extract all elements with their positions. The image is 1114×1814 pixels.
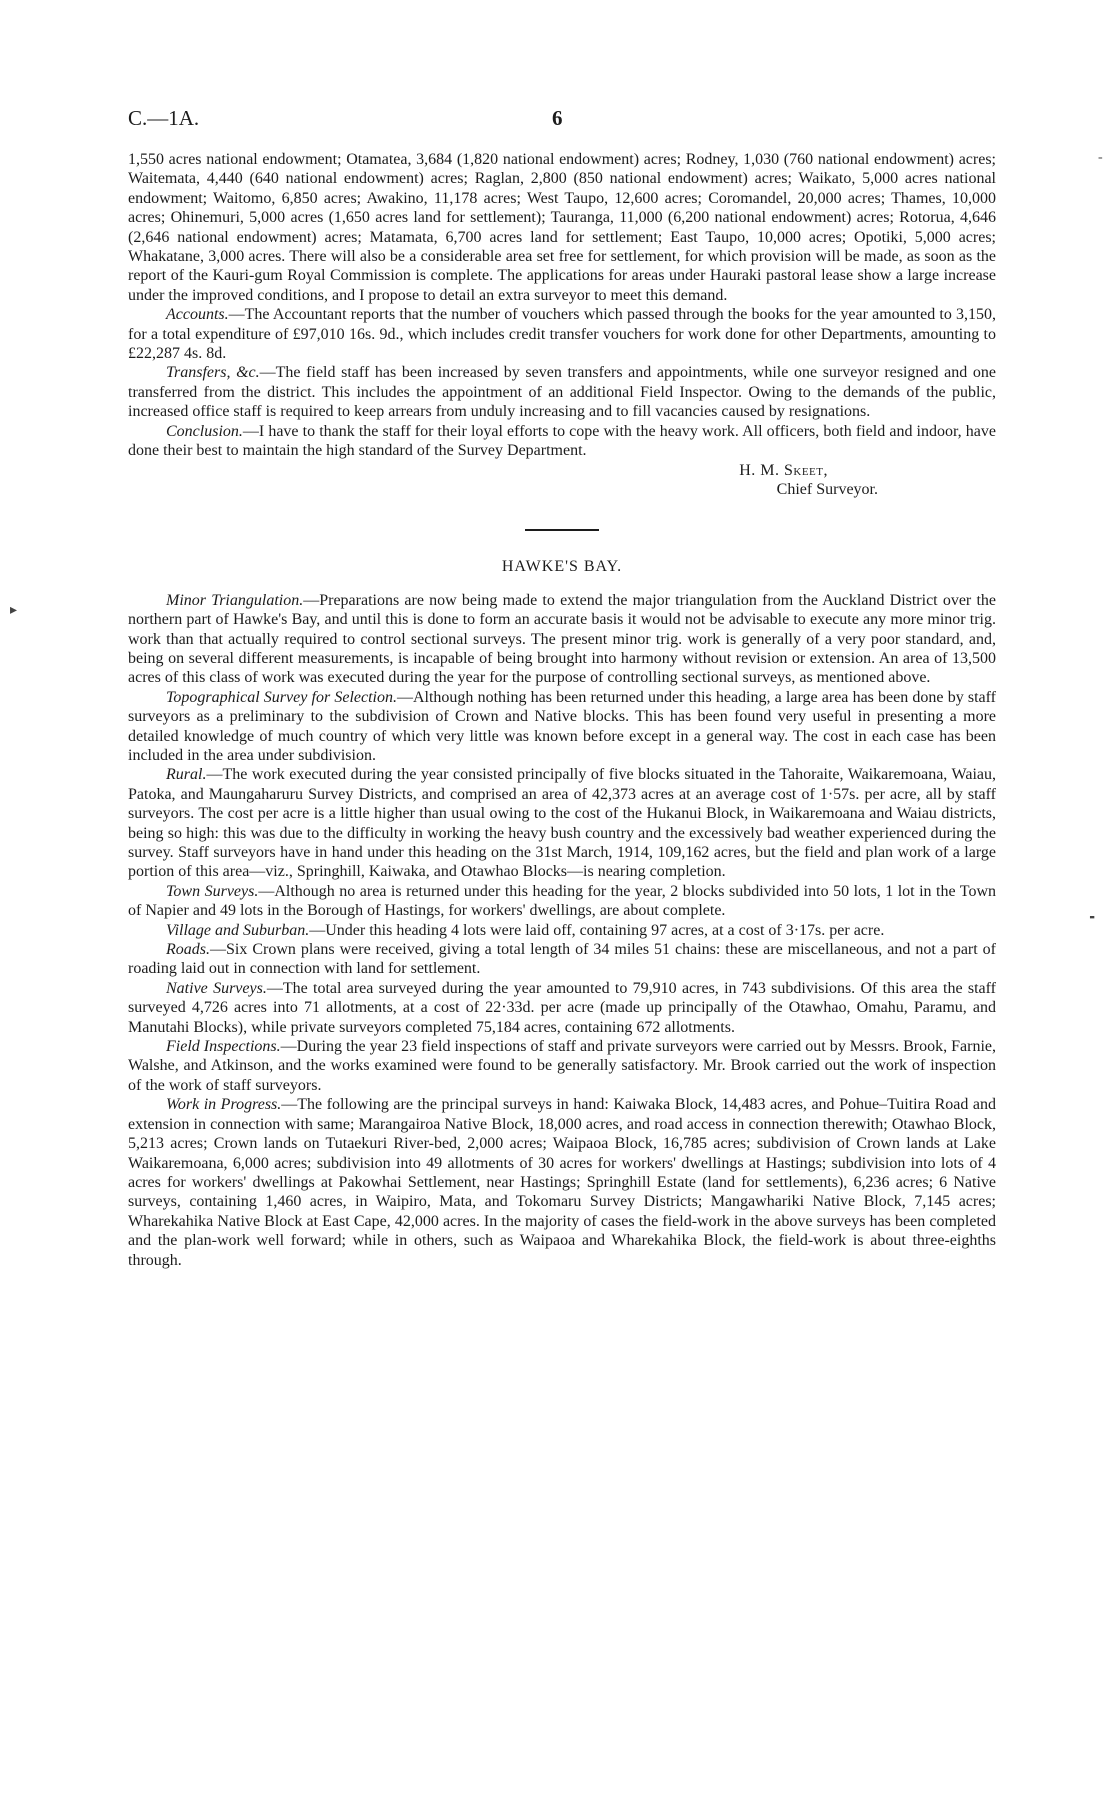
paragraph-text: —I have to thank the staff for their loyal efforts to cope with the heavy work. All officers, both field and indoor, have done their best to maintain the high standard of the Survey Department.	[128, 422, 996, 460]
paragraph-native-surveys	[128, 979, 996, 1037]
paragraph-heading: Native Surveys.	[166, 979, 267, 997]
paragraph-heading: Topographical Survey for Selection.	[166, 688, 397, 706]
paragraph-heading: Field Inspections.	[166, 1038, 281, 1056]
paragraph-heading: Roads.	[166, 941, 210, 959]
document-reference: C.—1A.	[128, 106, 200, 130]
signatory-name: H. M. Skeet,	[739, 461, 828, 479]
paragraph-rural	[128, 765, 996, 881]
paragraph-accounts	[128, 305, 996, 363]
margin-mark: ▸	[10, 603, 18, 618]
margin-mark: ╸	[1090, 911, 1099, 926]
paragraph-text: —Under this heading 4 lots were laid off, containing 97 acres, at a cost of 3·17s. per acre.	[309, 921, 885, 939]
paragraph-heading: Accounts.	[166, 306, 229, 324]
paragraph-work-in-progress	[128, 1095, 996, 1270]
signature-block	[128, 461, 996, 500]
paragraph-transfers	[128, 363, 996, 421]
paragraph-town-surveys	[128, 882, 996, 921]
signatory-title: Chief Surveyor.	[776, 480, 878, 498]
paragraph-heading: Town Surveys.	[166, 882, 259, 900]
section-divider	[525, 529, 599, 531]
paragraph-text: —The following are the principal surveys in hand: Kaiwaka Block, 14,483 acres, and Pohue–Tuitira Road and extension in connection with same; Marangairoa Native Block, 18,000 acres, and road access in connection therewith; Otawhao Block, 5,213 acres; Crown lands on Tutaekuri River-bed, 2,000 acres; Waipaoa Block, 16,785 acres; subdivision of Crown lands at Lake Waikaremoana, 6,000 acres; subdivision into 49 allotments of 30 acres for workers' dwellings at Hastings; subdivision into lots of 4 acres for workers' dwellings at Pakowhai Settlement, near Hastings; Springhill Estate (land for settlements), 6,236 acres; 6 Native surveys, containing 1,460 acres, in Waipiro, Mata, and Tokomaru Survey Districts; Mangawhariki Native Block, 7,145 acres; Wharekahika Native Block at East Cape, 42,000 acres. In the majority of cases the field-work in the above surveys has been completed and the plan-work well forward; while in others, such as Waipaoa and Wharekahika Block, the field-work is about three-eighths through.	[128, 1096, 996, 1269]
paragraph-heading: Conclusion.	[166, 422, 243, 440]
paragraph-minor-triangulation	[128, 591, 996, 688]
paragraph-text: —Although no area is returned under this heading for the year, 2 blocks subdivided into 50 lots, 1 lot in the Town of Napier and 49 lots in the Borough of Hastings, for workers' dwellings, are about complete.	[128, 882, 996, 920]
document-body	[128, 150, 996, 1270]
paragraph-text: —The Accountant reports that the number of vouchers which passed through the books for the year amounted to 3,150, for a total expenditure of £97,010 16s. 9d., which includes credit transfer vouchers for work done for other Departments, amounting to £22,287 4s. 8d.	[128, 306, 996, 363]
paragraph-heading: Rural.	[166, 766, 207, 784]
paragraph-text: —The total area surveyed during the year amounted to 79,910 acres, in 743 subdivisions. Of this area the staff surveyed 4,726 acres into 71 allotments, at a cost of 22·33d. per acre (made up principally of the Otawhao, Omahu, Paramu, and Manutahi Blocks), while private surveyors completed 75,184 acres, containing 672 allotments.	[128, 979, 996, 1036]
paragraph-field-inspections	[128, 1037, 996, 1095]
paragraph-text: —The work executed during the year consisted principally of five blocks situated in the Tahoraite, Waikaremoana, Waiau, Patoka, and Maungaharuru Survey Districts, and comprised an area of 42,373 acres at an average cost of 1·57s. per acre, all by staff surveyors. The cost per acre is a little higher than usual owing to the cost of the Hukanui Block, in Waikaremoana and Waiau districts, being so high: this was due to the difficulty in working the heavy bush country and the excessively bad weather experienced during the survey. Staff surveyors have in hand under this heading on the 31st March, 1914, 109,162 acres, but the field and plan work of a large portion of this area—viz., Springhill, Kaiwaka, and Otawhao Blocks—is nearing completion.	[128, 766, 996, 881]
paragraph-heading: Minor Triangulation.	[166, 591, 304, 609]
section-title: HAWKE'S BAY.	[501, 558, 623, 576]
paragraph-text: —During the year 23 field inspections of staff and private surveyors were carried out by Messrs. Brook, Farnie, Walshe, and Atkinson, and the works examined were found to be generally satisfactory. Mr. Brook carried out the work of inspection of the work of staff surveyors.	[128, 1038, 996, 1094]
paragraph-heading: Village and Suburban.	[166, 921, 310, 939]
paragraph-text: —Six Crown plans were received, giving a total length of 34 miles 51 chains: these are miscellaneous, and not a part of roading laid out in connection with land for settlement.	[128, 941, 996, 978]
paragraph-text: —Although nothing has been returned under this heading, a large area has been done by staff surveyors as a preliminary to the subdivision of Crown and Native blocks. This has been found very useful in presenting a more detailed knowledge of much country of which very little was known before except in a general way. The cost in each case has been included in the area under subdivision.	[128, 688, 996, 764]
paragraph-village-suburban	[128, 921, 996, 940]
paragraph-text: —The field staff has been increased by seven transfers and appointments, while one surveyor resigned and one transferred from the district. This includes the appointment of an additional Field Inspector. Owing to the demands of the public, increased office staff is required to keep arrears from unduly increasing and to fill vacancies caused by resignations.	[128, 364, 997, 421]
paragraph-heading: Transfers, &c.	[166, 364, 260, 382]
margin-mark: ‑	[1098, 150, 1103, 165]
paragraph-topographical-survey	[128, 688, 996, 766]
paragraph-heading: Work in Progress.	[166, 1096, 282, 1114]
page-number: 6	[552, 106, 563, 130]
intro-paragraph: 1,550 acres national endowment; Otamatea, 3,684 (1,820 national endowment) acres; Rodney, 1,030 (760 national endowment) acres; Waitemata, 4,440 (640 national endowment) acres; Raglan, 2,800 (850 national endowment) acres; Waikato, 5,000 acres national endowment; Waitomo, 6,850 acres; Awakino, 11,178 acres; West Taupo, 12,600 acres; Coromandel, 20,000 acres; Thames, 10,000 acres; Ohinemuri, 5,000 acres (1,650 acres land for settlement); Tauranga, 11,000 (6,200 national endowment) acres; Rotorua, 4,646 (2,646 national endowment) acres; Matamata, 6,700 acres land for settlement; East Taupo, 10,000 acres; Opotiki, 5,000 acres; Whakatane, 3,000 acres. There will also be a considerable area set free for settlement, for which provision will be made, as soon as the report of the Kauri-gum Royal Commission is complete. The applications for areas under Hauraki pastoral lease show a large increase under the improved conditions, and I propose to detail an extra surveyor to meet this demand.	[128, 151, 996, 304]
paragraph-text: —Preparations are now being made to extend the major triangulation from the Auckland District over the northern part of Hawke's Bay, and until this is done to form an accurate basis it would not be advisable to execute any more minor trig. work than that actually required to control sectional surveys. The present minor trig. work is generally of a very poor standard, and, being on several different measurements, is incapable of being brought into harmony without revision or extension. An area of 13,500 acres of this class of work was executed during the year for the purpose of controlling sectional surveys, as mentioned above.	[128, 591, 996, 687]
paragraph-conclusion	[128, 422, 996, 461]
paragraph-roads	[128, 940, 996, 979]
page-header	[128, 106, 996, 136]
